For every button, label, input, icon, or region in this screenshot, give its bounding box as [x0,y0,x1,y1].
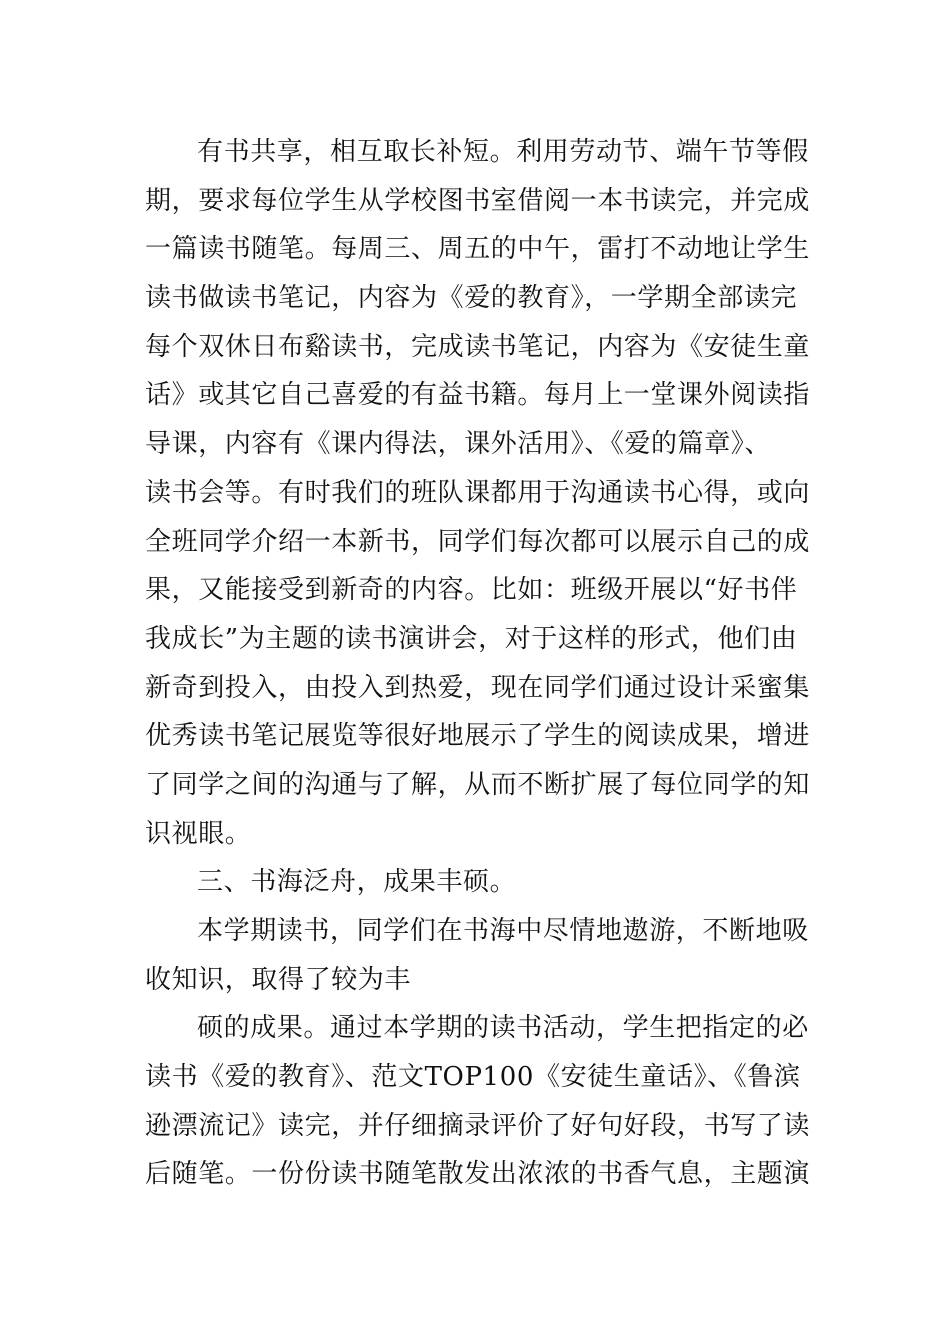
text-line: 一篇读书随笔。每周三、周五的中午，雷打不动地让学生 [145,234,811,265]
text-line: 硕的成果。通过本学期的读书活动，学生把指定的必 [197,1013,809,1044]
text-line: 后随笔。一份份读书随笔散发出浓浓的书香气息，主题演 [145,1159,811,1190]
text-line: 新奇到投入，由投入到热爱，现在同学们通过设计采蜜集 [145,672,811,703]
text-line: 期，要求每位学生从学校图书室借阅一本书读完，并完成 [145,185,811,216]
text-line: 话》或其它自己喜爱的有益书籍。每月上一堂课外阅读指 [145,380,811,411]
text-line: 本学期读书，同学们在书海中尽情地遨游，不断地吸 [197,916,809,946]
text-line: 识视眼。 [145,818,252,849]
text-line: 果，又能接受到新奇的内容。比如：班级开展以“好书伴 [145,575,798,606]
text-line: 优秀读书笔记展览等很好地展示了学生的阅读成果，增进 [145,721,811,752]
document-body [145,128,810,1199]
text-line: 每个双休日布谿读书，完成读书笔记，内容为《安徒生童 [145,331,811,362]
text-line: 读书会等。有时我们的班队课都用于沟通读书心得，或向 [145,477,811,508]
text-line: 读书《爱的教育》、范文TOP100《安徒生童话》、《鲁滨 [145,1062,801,1093]
text-line: 导课，内容有《课内得法，课外活用》、《爱的篇章》、 [145,429,772,460]
text-line: 全班同学介绍一本新书，同学们每次都可以展示自己的成 [145,526,811,557]
text-line: 读书做读书笔记，内容为《爱的教育》，一学期全部读完 [145,283,798,314]
text-line: 三、书海泛舟，成果丰硕。 [197,867,517,898]
text-line: 收知识，取得了较为丰 [145,964,412,995]
text-line: 我成长”为主题的读书演讲会，对于这样的形式，他们由 [145,623,798,654]
text-line: 了同学之间的沟通与了解，从而不断扩展了每位同学的知 [145,769,811,800]
text-line: 有书共享，相互取长补短。利用劳动节、端午节等假 [197,137,809,167]
text-line: 逊漂流记》读完，并仔细摘录评价了好句好段，书写了读 [145,1110,811,1141]
